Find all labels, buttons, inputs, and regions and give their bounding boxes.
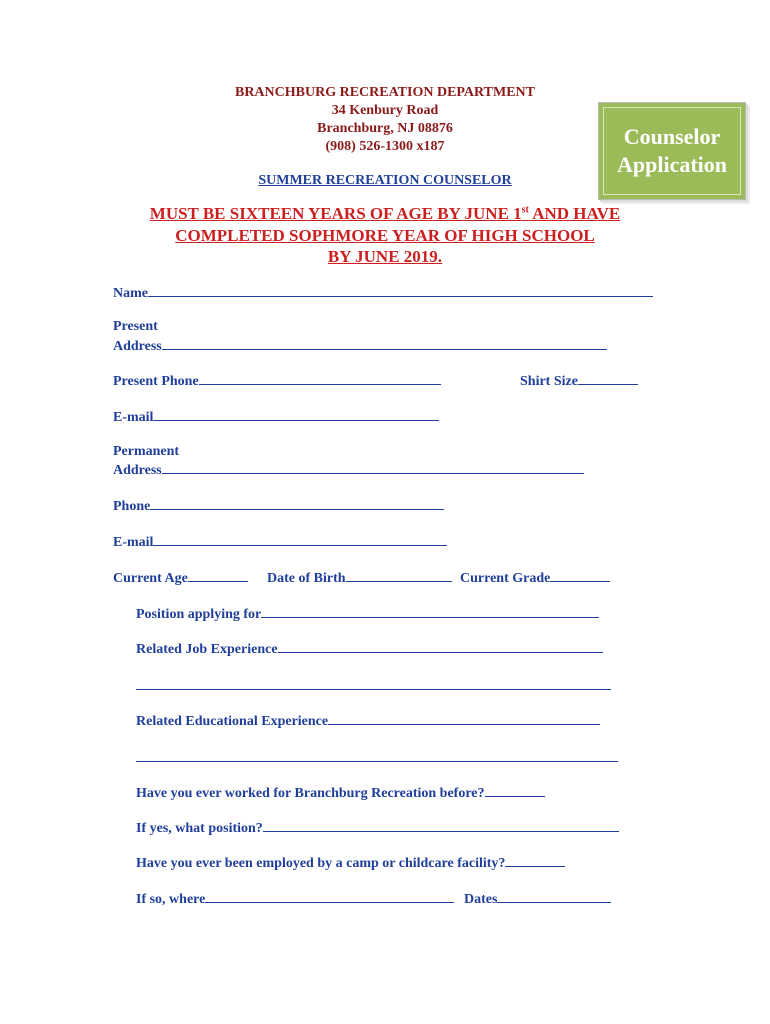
present-address-label-1: Present [113,319,158,334]
org-street: 34 Kenbury Road [331,103,439,118]
worked-before-input-line[interactable] [485,783,545,797]
camp-location-input-line[interactable] [205,889,454,903]
permanent-email-field[interactable]: E-mail [113,532,447,552]
present-phone-field[interactable]: Present Phone [113,371,441,391]
form-subtitle: SUMMER RECREATION COUNSELOR [258,173,512,188]
org-name: BRANCHBURG RECREATION DEPARTMENT [234,85,535,100]
camp-employment-input-line[interactable] [505,853,565,867]
related-education-input-line[interactable] [328,711,600,725]
date-of-birth-input-line[interactable] [346,568,452,582]
permanent-address-label-1: Permanent [113,444,180,459]
org-phone: (908) 526-1300 x187 [325,139,445,154]
related-job-field[interactable]: Related Job Experience [136,639,603,659]
present-address-input-line[interactable] [162,336,607,350]
camp-location-field[interactable]: If so, where [136,889,454,909]
permanent-email-input-line[interactable] [153,532,447,546]
position-field[interactable]: Position applying for [136,604,599,624]
shirt-size-input-line[interactable] [578,371,638,385]
email-field[interactable]: E-mail [113,407,439,427]
previous-position-field[interactable]: If yes, what position? [136,818,619,838]
name-input-line[interactable] [148,283,653,297]
worked-before-field[interactable]: Have you ever worked for Branchburg Recreation before? [136,783,545,803]
requirement-line-3: BY JUNE 2019. [327,247,443,266]
permanent-address-input-line[interactable] [162,460,584,474]
related-education-extra-line[interactable] [136,761,618,762]
previous-position-input-line[interactable] [263,818,619,832]
current-age-field[interactable]: Current Age [113,568,248,588]
current-age-input-line[interactable] [188,568,248,582]
related-job-input-line[interactable] [278,639,603,653]
camp-employment-field[interactable]: Have you ever been employed by a camp or childcare facility? [136,853,565,873]
org-city: Branchburg, NJ 08876 [317,121,453,136]
current-grade-field[interactable]: Current Grade [460,568,610,588]
present-phone-input-line[interactable] [199,371,441,385]
camp-dates-input-line[interactable] [497,889,611,903]
current-grade-input-line[interactable] [550,568,610,582]
camp-dates-field[interactable]: Dates [464,889,611,909]
badge-line-1: Counselor [623,124,721,149]
shirt-size-field[interactable]: Shirt Size [520,371,638,391]
date-of-birth-field[interactable]: Date of Birth [267,568,452,588]
permanent-address-field[interactable]: Address [113,460,584,480]
email-input-line[interactable] [153,407,439,421]
phone-field[interactable]: Phone [113,496,444,516]
requirement-line-1: MUST BE SIXTEEN YEARS OF AGE BY JUNE 1st AND HAVE [149,204,621,223]
badge-line-2: Application [616,152,728,177]
phone-input-line[interactable] [150,496,444,510]
position-input-line[interactable] [261,604,599,618]
related-job-extra-line[interactable] [136,689,611,690]
present-address-field[interactable]: Address [113,336,607,356]
related-education-field[interactable]: Related Educational Experience [136,711,600,731]
requirement-line-2: COMPLETED SOPHMORE YEAR OF HIGH SCHOOL [175,226,595,245]
name-field[interactable]: Name [113,283,653,303]
